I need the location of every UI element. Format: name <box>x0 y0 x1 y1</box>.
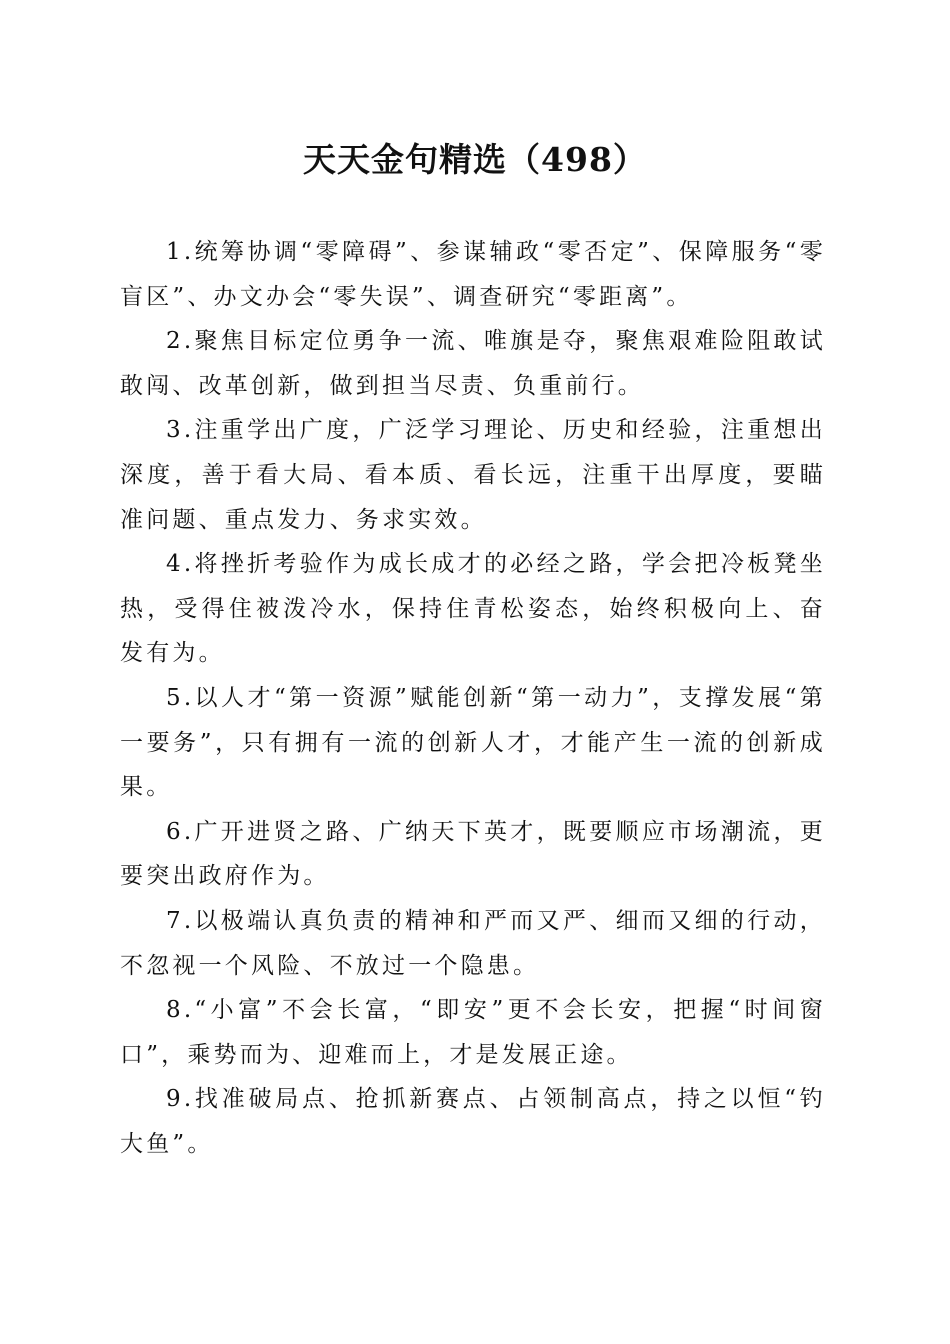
paragraph-3: 3.注重学出广度，广泛学习理论、历史和经验，注重想出深度，善于看大局、看本质、看长远，注重干出厚度，要瞄准问题、重点发力、务求实效。 <box>120 417 826 533</box>
document-body <box>120 230 826 1166</box>
paragraph-1: 1.统筹协调“零障碍”、参谋辅政“零否定”、保障服务“零盲区”、办文办会“零失误”、调查研究“零距离”。 <box>120 239 826 310</box>
document-title: 天天金句精选（498） <box>303 140 647 179</box>
paragraph-6: 6.广开进贤之路、广纳天下英才，既要顺应市场潮流，更要突出政府作为。 <box>120 818 826 890</box>
paragraph-2: 2.聚焦目标定位勇争一流、唯旗是夺，聚焦艰难险阻敢试敢闯、改革创新，做到担当尽责、负重前行。 <box>120 328 826 399</box>
paragraph-8: 8.“小富”不会长富，“即安”更不会长安，把握“时间窗口”，乘势而为、迎难而上，才是发展正途。 <box>120 997 826 1068</box>
paragraph-9: 9.找准破局点、抢抓新赛点、占领制高点，持之以恒“钓大鱼”。 <box>120 1086 826 1157</box>
paragraph-5: 5.以人才“第一资源”赋能创新“第一动力”，支撑发展“第一要务”，只有拥有一流的创新人才，才能产生一流的创新成果。 <box>120 684 826 801</box>
paragraph-7: 7.以极端认真负责的精神和严而又严、细而又细的行动，不忽视一个风险、不放过一个隐患。 <box>120 907 826 979</box>
paragraph-4: 4.将挫折考验作为成长成才的必经之路，学会把冷板凳坐热，受得住被泼冷水，保持住青松姿态，始终积极向上、奋发有为。 <box>120 551 826 667</box>
